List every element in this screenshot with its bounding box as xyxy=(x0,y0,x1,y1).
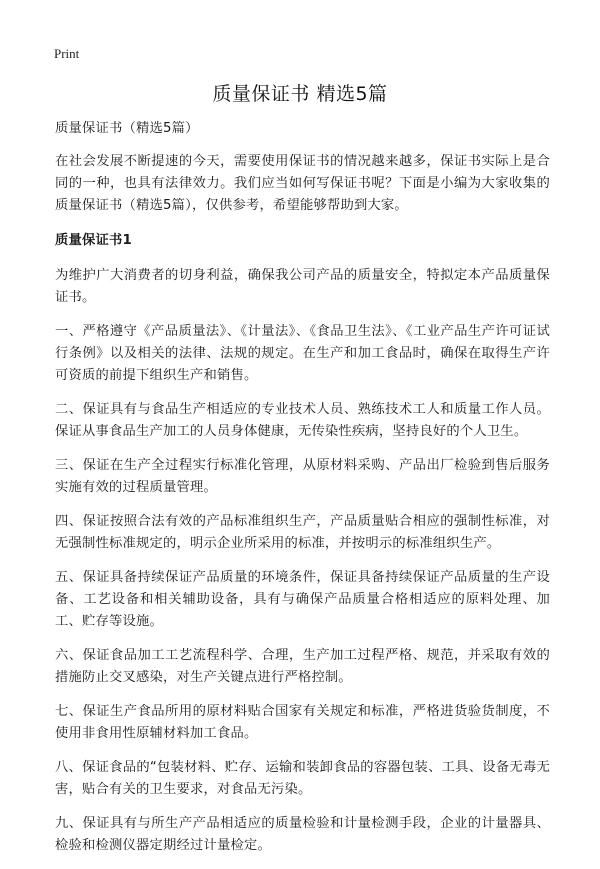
intro-paragraph: 在社会发展不断提速的今天，需要使用保证书的情况越来越多，保证书实际上是合同的一种，也具有法律效力。我们应当如何写保证书呢？下面是小编为大家收集的质量保证书（精选5篇），仅供参考，希望能够帮助到大家。 xyxy=(55,154,550,213)
clause-paragraph: 五、保证具备持续保证产品质量的环境条件，保证具备持续保证产品质量的生产设备、工艺设备和相关辅助设备，具有与确保产品质量合格相适应的原料处理、加工、贮存等设施。 xyxy=(55,570,550,629)
clause-paragraph: 九、保证具有与所生产产品相适应的质量检验和计量检测手段，企业的计量器具、检验和检测仪器定期经过计量检定。 xyxy=(55,816,550,853)
clause-paragraph: 七、保证生产食品所用的原材料贴合国家有关规定和标准，严格进货验货制度，不使用非食用性原辅材料加工食品。 xyxy=(55,704,550,741)
document-subtitle: 质量保证书（精选5篇） xyxy=(55,121,199,136)
clause-paragraph: 八、保证食品的“包装材料、贮存、运输和装卸食品的容器包装、工具、设备无毒无害，贴合有关的卫生要求，对食品无污染。 xyxy=(55,760,550,797)
clause-paragraph: 六、保证食品加工工艺流程科学、合理，生产加工过程严格、规范，并采取有效的措施防止交叉感染，对生产关键点进行严格控制。 xyxy=(55,648,550,685)
clause-paragraph: 四、保证按照合法有效的产品标准组织生产，产品质量贴合相应的强制性标准，对无强制性标准规定的，明示企业所采用的标准，并按明示的标准组织生产。 xyxy=(55,514,550,551)
clause-paragraph: 一、严格遵守《产品质量法》、《计量法》、《食品卫生法》、《工业产品生产许可证试行条例》以及相关的法律、法规的规定。在生产和加工食品时，确保在取得生产许可资质的前提下组织生产和销售。 xyxy=(55,324,550,383)
section-heading: 质量保证书1 xyxy=(55,233,132,248)
clause-paragraph: 三、保证在生产全过程实行标准化管理，从原材料采购、产品出厂检验到售后服务实施有效的过程质量管理。 xyxy=(55,458,550,495)
clause-paragraph: 二、保证具有与食品生产相适应的专业技术人员、熟练技术工人和质量工作人员。保证从事食品生产加工的人员身体健康，无传染性疾病，坚持良好的个人卫生。 xyxy=(55,402,550,439)
print-link[interactable]: Print xyxy=(54,46,80,61)
page-title: 质量保证书 精选5篇 xyxy=(212,83,388,105)
preamble-paragraph: 为维护广大消费者的切身利益，确保我公司产品的质量安全，特拟定本产品质量保证书。 xyxy=(55,268,550,305)
document-body xyxy=(55,118,550,869)
